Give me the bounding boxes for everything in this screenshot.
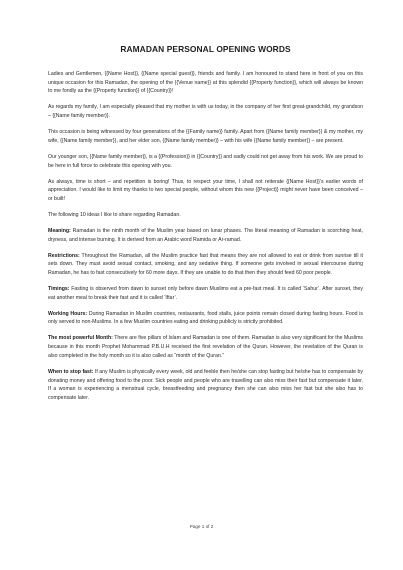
document-body [48, 70, 363, 403]
paragraph-text: The following 10 ideas I like to share regarding Ramadan. [48, 211, 181, 218]
paragraph-restrictions [48, 252, 363, 278]
paragraph-heading: Restrictions: [48, 252, 80, 259]
paragraph-text: Ladies and Gentlemen, {{Name Host}}, {{Name special guest}}, friends and family. I am honoured to stand here in front of you on this unique occasion for this Ramadan, the opening of the {{Venue name}} at this splendid {{Property function}}, which will always be known to me fondly as the {{Property function}} of {{Country}}! [48, 71, 363, 95]
paragraph-intro [48, 70, 363, 96]
paragraph-heading: The most powerful Month: [48, 335, 113, 342]
paragraph-heading: Working Hours: [48, 310, 88, 317]
paragraph-text: If any Muslim is physically every week, old and feeble then he/she can stop fasting but he/she has to compensate by donating money and offering food to the poor. Sick people and people who are travelling can also miss their fast but compensate it later. If a woman is experiencing a menstrual cycle, breastfeeding and pregnancy then she can also miss her fast but she also has to compensate later. [48, 368, 363, 401]
paragraph-text: This occasion is being witnessed by four generations of the {{Family name}} family. Apart from {{Name family member}} & my mother, my wife, {{Name family member}}, and her elder son, {{Name family member}} – with his wife {{Name family member}} – are present. [48, 129, 363, 144]
paragraph-text: As always, time is short – and repetition is boring! Thus, to respect your time, I shall not reiterate {{Name Host}}’s earlier words of appreciation. I would like to limit my thanks to two special people, without whom this new {{Project}} might never have been conceived – or built! [48, 178, 363, 202]
paragraph-text: Ramadan is the ninth month of the Muslim year based on lunar phases. The literal meaning of Ramadan is scorching heat, dryness, and intense burning. It is derived from an Arabic word Ramida or Ar-ramad. [48, 227, 363, 243]
paragraph-text: As regards my family, I am especially pleased that my mother is with us today, in the company of her first great-grandchild, my grandson – {{Name family member}}. [48, 104, 363, 120]
paragraph-timings [48, 285, 363, 302]
paragraph-text: Our younger son, {{Name family member}}, is a {{Profession}} in {{Country}} and sadly could not get away from his work. We are proud to be here in full force to celebrate this opening with you. [48, 153, 363, 169]
paragraph-text: Fasting is observed from dawn to sunset only before dawn Muslims eat a pre-fast meal. It is called ‘Sahur’. After sunset, they eat another meal to break their fast and it is called ‘Iftar’. [48, 286, 363, 301]
paragraph-text: During Ramadan in Muslim countries, restaurants, food stalls, juice points remain closed during fasting hours. Food is only served to non-Muslims. In a few Muslim countries eating and drinking publicly is strictly prohibited. [48, 310, 363, 326]
paragraph-younger-son [48, 153, 363, 170]
paragraph-stop-fast [48, 368, 363, 403]
paragraph-text: There are five pillars of Islam and Ramadan is one of them. Ramadan is also very significant for the Muslims because in this month Prophet Mohammad P.B.U.H received the first revelation of the Quran. However, the revelation of the Quran is also completed in the holy month so it is also called as “month of the Quran.” [48, 335, 363, 359]
paragraph-powerful-month [48, 334, 363, 360]
paragraph-generations [48, 128, 363, 145]
paragraph-working-hours [48, 310, 363, 327]
document-title: RAMADAN PERSONAL OPENING WORDS [120, 44, 291, 54]
paragraph-text: Throughout the Ramadan, all the Muslim practice fast that means they are not allowed to eat or drink from sunrise till it sets down. They must avoid sexual contact, smoking, and any sedative thing. If someone gets involved in sexual intercourse during Ramadan, he has to fast consecutively for 60 more days. If they are unable to do that then they should feed 60 poor people. [48, 252, 363, 277]
paragraph-ideas-intro [48, 211, 363, 220]
paragraph-meaning [48, 227, 363, 244]
paragraph-heading: When to stop fast: [48, 368, 94, 375]
page-number: Page 1 of 2 [189, 524, 214, 529]
paragraph-heading: Meaning: [48, 227, 71, 234]
paragraph-heading: Timings: [48, 286, 70, 293]
paragraph-family [48, 103, 363, 120]
paragraph-thanks [48, 178, 363, 204]
